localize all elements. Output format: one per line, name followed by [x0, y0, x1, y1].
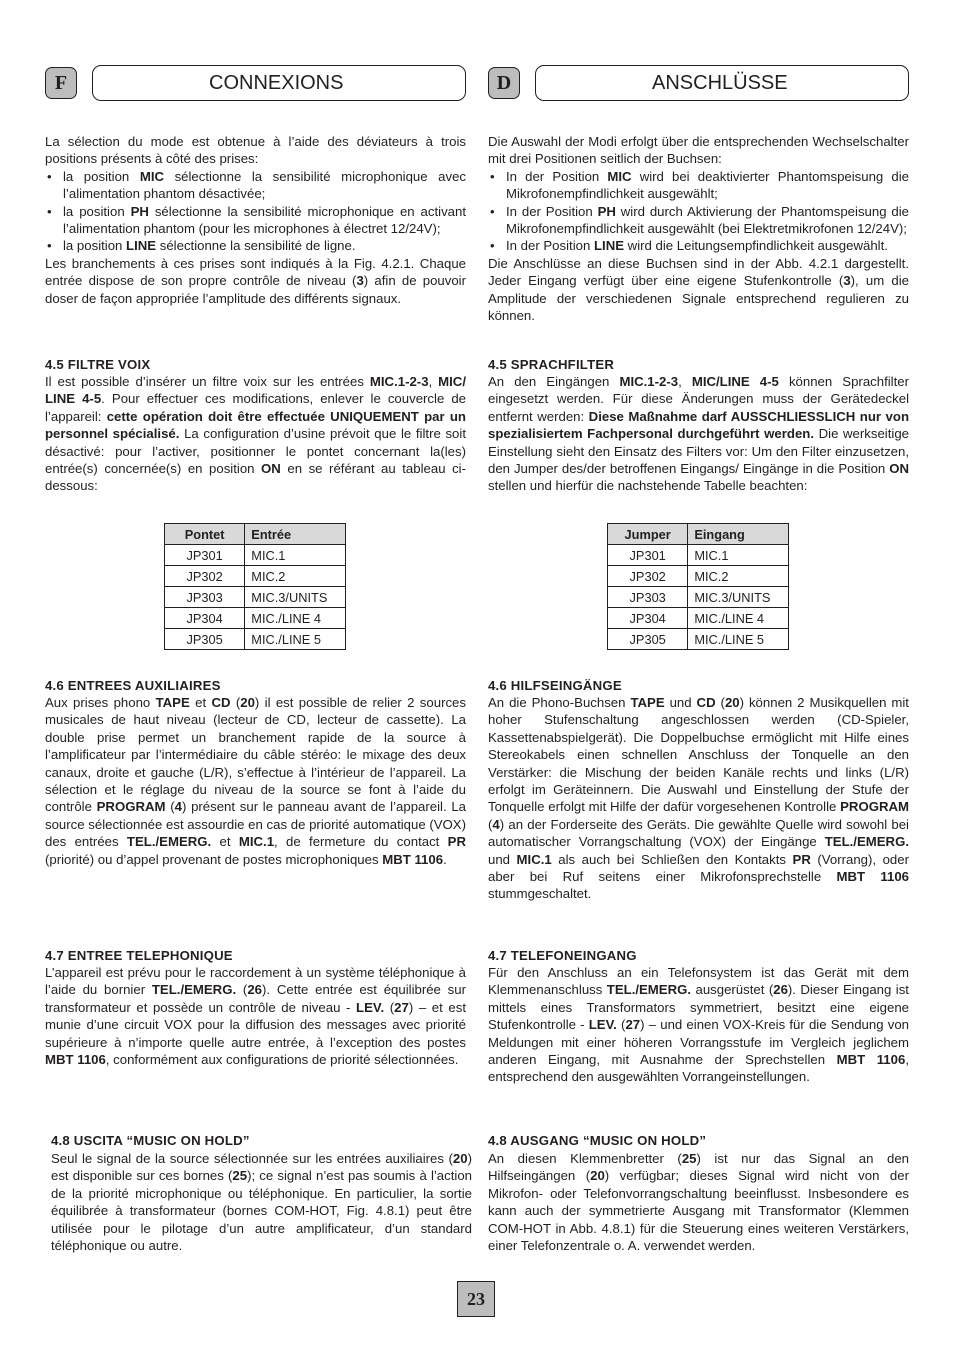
- french-header: [45, 65, 466, 101]
- table-cell: MIC./LINE 5: [688, 629, 789, 650]
- table-row: [165, 587, 346, 608]
- table-cell: MIC.3/UNITS: [245, 587, 346, 608]
- section-body-4-7: L’appareil est prévu pour le raccordement à un système téléphonique à l’aide du bornier TEL./EMERG. (26). Cette entrée est équilibrée sur transformateur et possède un contrôle de niveau - LEV. (27) – et est munie d’une circuit VOX pour la diffusion des messages avec priorité supérieure à n’importe quelle autre entrée, à l’exception des postes MBT 1106, conformément aux configurations de priorité sélectionnées.: [45, 965, 466, 1068]
- table-row: [608, 545, 789, 566]
- language-badge-d: D: [488, 67, 520, 99]
- section-body-4-6: Aux prises phono TAPE et CD (20) il est possible de relier 2 sources musicales de haut niveau (lecteur de CD, lecteur de cassette). La double prise permet un branchement rapide de la source à l’amplificateur par l’intermédiaire du câble stéréo: le mixage des deux canaux, droite et gauche (L/R), s’effectue à l’intérieur de l’appareil. La sélection et le réglage du niveau de la source se font à l’aide du contrôle PROGRAM (4) présent sur le panneau avant de l’appareil. La source sélectionnée est assourdie en cas de priorité automatique (VOX) des entrées TEL./EMERG. et MIC.1, de fermeture du contact PR (priorité) ou d’appel provenant de postes microphoniques MBT 1106.: [45, 695, 466, 867]
- table-cell: MIC.2: [688, 566, 789, 587]
- section-heading-4-8: 4.8 AUSGANG “MUSIC ON HOLD”: [488, 1133, 707, 1148]
- intro-paragraph: Die Auswahl der Modi erfolgt über die entsprechenden Wechselschalter mit drei Positionen seitlich der Buchsen:: [488, 134, 909, 167]
- table-row: [165, 629, 346, 650]
- section-title-anschlusse: ANSCHLÜSSE: [535, 65, 909, 101]
- connections-paragraph: Les branchements à ces prises sont indiqués à la Fig. 4.2.1. Chaque entrée dispose de son propre contrôle de niveau (3) afin de pouvoir doser de façon appropriée l’amplitude des différents signaux.: [45, 255, 466, 306]
- bullet-ph: • la position PH sélectionne la sensibilité microphonique en activant l’alimentation phantom (pour les microphones à électret 12/24V);: [45, 203, 466, 238]
- table-cell: JP301: [165, 545, 245, 566]
- section-body-4-5: Il est possible d’insérer un filtre voix sur les entrées MIC.1-2-3, MIC/ LINE 4-5. Pour effectuer ces modifications, enlever le couvercle de l’appareil: cette opération doit être effectuée UNIQUEMENT par un personnel spécialisé. La configuration d’usine prévoit que le filtre soit désactivé: pour l’activer, positionner le pontet concernant la(les) entrée(s) concernée(s) en position ON en se référant au tableau ci-dessous:: [45, 374, 467, 494]
- table-cell: JP305: [165, 629, 245, 650]
- language-badge-f: F: [45, 67, 77, 99]
- bullet-line: • In der Position LINE wird die Leitungsempfindlichkeit ausgewählt.: [488, 237, 909, 254]
- section-heading-4-8: 4.8 USCITA “MUSIC ON HOLD”: [51, 1133, 250, 1148]
- bullet-ph: • In der Position PH wird durch Aktivierung der Phantomspeisung die Mikrofonempfindlichkeit ausgewählt (bei Elektretmikrofonen 12/24V);: [488, 203, 909, 238]
- table-cell: JP305: [608, 629, 688, 650]
- table-cell: JP304: [608, 608, 688, 629]
- table-cell: JP303: [165, 587, 245, 608]
- section-heading-4-7: 4.7 TELEFONEINGANG: [488, 948, 637, 963]
- table-header-eingang: Eingang: [688, 524, 789, 545]
- table-header-pontet: Pontet: [165, 524, 245, 545]
- table-cell: MIC.1: [688, 545, 789, 566]
- german-header: [488, 65, 909, 101]
- section-title-connexions: CONNEXIONS: [92, 65, 466, 101]
- table-row: [608, 608, 789, 629]
- table-cell: JP302: [608, 566, 688, 587]
- section-body-4-6: An die Phono-Buchsen TAPE und CD (20) können 2 Musikquellen mit hoher Stufenschaltung angeschlossen werden (CD-Spieler, Kassettenabspielgerät). Die Doppelbuchse ermöglicht mit Hilfe eines Stereokabels einen schnellen Anschluss der Tonquelle an den Verstärker: die Mischung der beiden Kanäle rechts und links (L/R) erfolgt im Geräteinnern. Die Auswahl und Einstellung der Stufe der Tonquelle erfolgt mit Hilfe der dafür vorgesehenen Kontrolle PROGRAM (4) an der Forderseite des Geräts. Die gewählte Quelle wird sowohl bei automatischer Vorrangschaltung (VOX) der Eingänge TEL./EMERG. und MIC.1 als auch bei Schließen den Kontakts PR (Vorrang), oder aber bei Ruf seitens einer Mikrofonsprechstelle MBT 1106 stummgeschaltet.: [488, 695, 909, 902]
- section-body-4-5: An den Eingängen MIC.1-2-3, MIC/LINE 4-5 können Sprachfilter eingesetzt werden. Für diese Änderungen muss der Gerätedeckel entfernt werden: Diese Maßnahme darf AUSSCHLIESSLICH nur von spezialisiertem Fachpersonal durchgeführt werden. Die werkseitige Einstellung sieht den Einsatz des Filters vor: Um den Filter einzusetzen, den Jumper des/der betroffenen Eingangs/ Eingänge in die Position ON stellen und hierfür die nachstehende Tabelle beachten:: [488, 374, 909, 494]
- jumper-table: [164, 523, 346, 650]
- table-row: [608, 629, 789, 650]
- table-cell: JP302: [165, 566, 245, 587]
- table-cell: MIC.3/UNITS: [688, 587, 789, 608]
- bullet-mic: • la position MIC sélectionne la sensibilité microphonique avec l’alimentation phantom désactivée;: [45, 168, 466, 203]
- connections-paragraph: Die Anschlüsse an diese Buchsen sind in der Abb. 4.2.1 dargestellt. Jeder Eingang verfügt über eine eigene Stufenkontrolle (3), um die Amplitude der verschiedenen Signale entsprechend regulieren zu können.: [488, 255, 910, 324]
- section-body-4-7: Für den Anschluss an ein Telefonsystem ist das Gerät mit dem Klemmenanschluss TEL./EMERG. ausgerüstet (26). Dieser Eingang ist mittels eines Transformators symmetriert, besitzt eine eigene Stufenkontrolle - LEV. (27) – und einen VOX-Kreis für die Sendung von Meldungen mit einer höheren Vorrangsstufe im Vergleich jeglichem anderen Eingang, mit Ausnahme der Sprechstellen MBT 1106, entsprechend den ausgewählten Vorrangeinstellungen.: [488, 965, 909, 1085]
- section-body-4-8: An diesen Klemmenbretter (25) ist nur das Signal an den Hilfseingängen (20) verfügbar; dieses Signal wird nicht von der Mikrofon- oder Telefonvorrangschaltung beeinflusst. Insbesondere es kann auch der symmetrierte Ausgang mit Transformator (Klemmen COM-HOT in Abb. 4.8.1) für die Steuerung eines weiteren Verstärkers, einer Telefonzentrale o. A. verwendet werden.: [488, 1151, 909, 1254]
- section-body-4-8: Seul le signal de la source sélectionnée sur les entrées auxiliaires (20) est disponible sur ces bornes (25); ce signal n’est pas soumis à l’action de la priorité microphonique ou téléphonique. En particulier, la sortie équilibrée à transformateur (bornes COM-HOT, Fig. 4.8.1) peut être utilisée pour le pilotage d’un autre amplificateur, d’un standard téléphonique ou autre.: [51, 1151, 472, 1254]
- section-heading-4-7: 4.7 ENTREE TELEPHONIQUE: [45, 948, 233, 963]
- table-row: [608, 566, 789, 587]
- table-cell: JP301: [608, 545, 688, 566]
- table-header-row: [165, 524, 346, 545]
- table-cell: MIC./LINE 5: [245, 629, 346, 650]
- german-intro-block: [488, 133, 909, 324]
- section-heading-4-5: 4.5 SPRACHFILTER: [488, 357, 615, 372]
- table-header-jumper: Jumper: [608, 524, 688, 545]
- jumper-table: [607, 523, 789, 650]
- table-cell: MIC./LINE 4: [688, 608, 789, 629]
- table-row: [165, 545, 346, 566]
- section-heading-4-6: 4.6 ENTREES AUXILIAIRES: [45, 678, 221, 693]
- french-intro-block: [45, 133, 466, 307]
- table-header-row: [608, 524, 789, 545]
- table-cell: MIC.1: [245, 545, 346, 566]
- table-cell: JP303: [608, 587, 688, 608]
- table-cell: MIC./LINE 4: [245, 608, 346, 629]
- section-heading-4-5: 4.5 FILTRE VOIX: [45, 357, 151, 372]
- table-header-entree: Entrée: [245, 524, 346, 545]
- section-heading-4-6: 4.6 HILFSEINGÄNGE: [488, 678, 622, 693]
- page-number: 23: [457, 1281, 495, 1317]
- table-cell: MIC.2: [245, 566, 346, 587]
- table-row: [165, 608, 346, 629]
- bullet-line: • la position LINE sélectionne la sensibilité de ligne.: [45, 237, 466, 254]
- table-row: [608, 587, 789, 608]
- intro-paragraph: La sélection du mode est obtenue à l’aide des déviateurs à trois positions présents à côté des prises:: [45, 134, 466, 167]
- table-row: [165, 566, 346, 587]
- bullet-mic: • In der Position MIC wird bei deaktivierter Phantomspeisung die Mikrofonempfindlichkeit ausgewählt;: [488, 168, 909, 203]
- table-cell: JP304: [165, 608, 245, 629]
